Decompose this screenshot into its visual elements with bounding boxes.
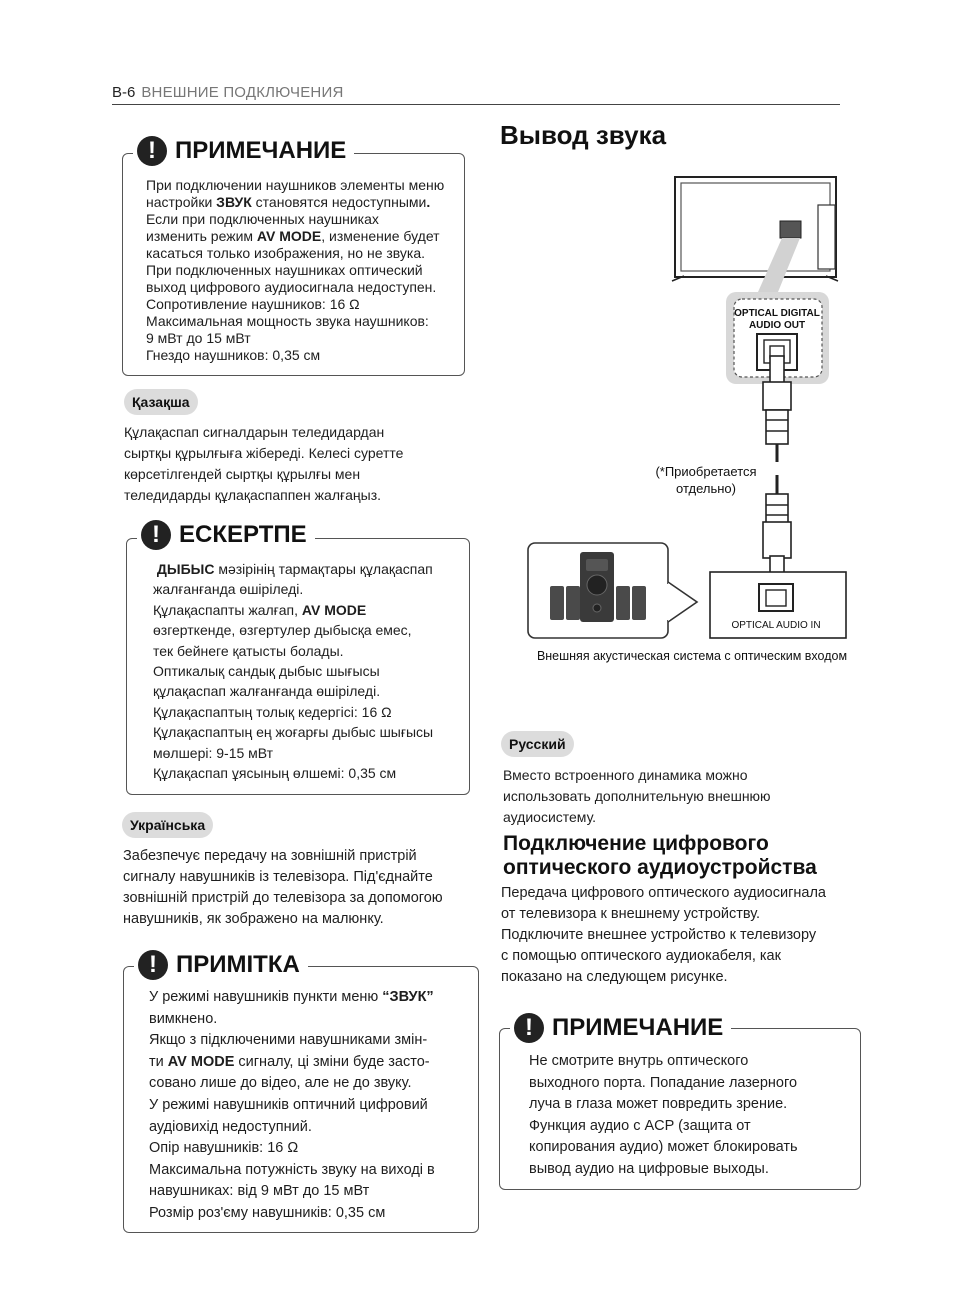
note-box-kz [126,538,470,795]
note-body [153,559,433,783]
speaker-system-illustration [528,543,697,638]
note-line: Якщо з підключеними навушниками змін- [149,1032,428,1049]
text-line: зовнішній пристрій до телевізора за допомогою [123,890,443,906]
note-box-ru-2 [499,1028,861,1190]
text-line: Забезпечує передачу на зовнішній пристрій [123,848,417,864]
note-line: Құлақаспаптың ең жоғарғы дыбыс шығысы [153,724,434,741]
text-line: сигналу навушників із телевізора. Під'єднайте [123,869,433,885]
note-line: Оптикалық сандық дыбыс шығысы [153,663,380,680]
header-rule [112,104,840,105]
note-title: ПРИМЕЧАНИЕ [552,1014,724,1041]
text-line: показано на следующем рисунке. [501,969,728,985]
text-line: теледидарды құлақаспаппен жалғаңыз. [124,487,381,503]
note-title: ЕСКЕРТПЕ [179,521,307,548]
note-heading-kz [137,515,315,555]
note-line: У режимі навушників пункти меню “ЗВУК” [149,989,434,1005]
lang-badge-ua: Українська [122,812,213,838]
note-line: настройки ЗВУК становятся недоступными. [146,194,431,210]
note-line: Розмір роз'єму навушників: 0,35 см [149,1204,386,1221]
note-line: Функция аудио с ACP (защита от [529,1117,751,1134]
note-line: ти AV MODE сигналу, ці зміни буде засто- [149,1053,430,1070]
note-title: ПРИМІТКА [176,951,300,978]
note-line: Сопротивление наушников: 16 Ω [146,296,360,312]
note-line: выходного порта. Попадание лазерного [529,1074,798,1091]
note-line: вывод аудио на цифровые выходы. [529,1160,769,1177]
page-number: B-6 [112,84,136,101]
kz-paragraph [124,422,403,506]
text-line: көрсетілгендей сыртқы құрылғы мен [124,466,361,482]
note-line: При подключенных наушниках оптический [146,262,423,278]
note-box-ru [122,153,465,376]
note-line: Если при подключенных наушниках [146,211,379,227]
text-line: использовать дополнительную внешнюю [503,788,771,804]
note-line: У режимі навушників оптичний цифровий [149,1096,428,1113]
page-title: Вывод звука [500,120,667,150]
body-paragraph [501,883,826,988]
text-line: с помощью оптического аудиокабеля, как [501,948,781,964]
lang-badge-ru: Русский [501,731,574,757]
note-line: Опір навушників: 16 Ω [149,1140,299,1157]
note-line: Құлақаспап ұясының өлшемі: 0,35 см [153,765,397,782]
note-line: изменить режим AV MODE, изменение будет [146,228,440,244]
tv-illustration [672,177,838,281]
note-line: Гнездо наушников: 0,35 см [146,347,321,363]
note-line: выход цифрового аудиосигнала недоступен. [146,279,437,295]
note-line: При подключении наушников элементы меню [146,177,445,193]
optical-cable-icon [763,356,791,586]
exclamation-icon: ! [138,950,168,980]
note-line: 9 мВт до 15 мВт [146,330,251,346]
text-line: Вместо встроенного динамика можно [503,767,748,783]
text-line: от телевизора к внешнему устройству. [501,906,761,922]
lang-badge-kz: Қазақша [124,389,198,415]
subheading-line2: оптического аудиоустройства [503,856,817,879]
cable-note-line2: отдельно) [676,481,736,496]
connection-diagram [520,170,870,670]
note-line: Максимальная мощность звука наушников: [146,313,429,329]
note-line: луча в глаза может повредить зрение. [529,1096,788,1113]
note-line: Құлақаспапты жалғап, AV MODE [153,601,367,618]
note-line: аудіовихід недоступний. [149,1118,312,1135]
optical-in-label: OPTICAL AUDIO IN [731,620,821,631]
note-line: вимкнено. [149,1010,218,1027]
section-title: ВНЕШНИЕ ПОДКЛЮЧЕНИЯ [141,84,344,101]
note-heading-ua [134,943,308,987]
note-line: өзгерткенде, өзгертулер дыбысқа емес, [153,622,412,639]
port-label-line2: AUDIO OUT [748,320,806,331]
page-header [112,84,343,101]
note-line: Құлақаспаптың толық кедергісі: 16 Ω [153,703,392,720]
note-line: Не смотрите внутрь оптического [529,1053,749,1069]
note-line: құлақаспап жалғанғанда өшіріледі. [153,683,381,700]
port-label-line1: OPTICAL DIGITAL [734,308,820,319]
note-line: совано лише до відео, але не до звуку. [149,1075,412,1092]
note-heading-ru [133,131,354,171]
cable-note-line1: (*Приобретается [655,464,757,479]
note-body [146,177,444,364]
note-line: ДЫБЫС мәзірінің тармақтары құлақаспап [156,561,433,577]
exclamation-icon: ! [514,1013,544,1043]
text-line: сыртқы құрылғыға жібереді. Келесі суретте [124,445,404,461]
note-line: мөлшері: 9-15 мВт [153,744,274,761]
note-body [529,1051,798,1181]
note-line: тек бейнеге қатысты болады. [153,642,344,659]
text-line: Подключите внешнее устройство к телевизору [501,927,817,943]
subheading-line1: Подключение цифрового [503,832,769,855]
section-subheading [503,832,817,880]
ru-paragraph [503,765,771,828]
exclamation-icon: ! [137,136,167,166]
text-line: навушників, як зображено на малюнку. [123,911,384,927]
exclamation-icon: ! [141,520,171,550]
diagram-caption: Внешняя акустическая система с оптическим входом [536,649,848,663]
text-line: Құлақаспап сигналдарын теледидардан [124,424,385,440]
text-line: Передача цифрового оптического аудиосигнала [501,885,826,901]
note-title: ПРИМЕЧАНИЕ [175,137,347,164]
note-heading-ru-2 [510,1006,731,1050]
note-line: навушниках: від 9 мВт до 15 мВт [149,1183,370,1200]
text-line: аудиосистему. [503,809,597,825]
note-line: касаться только изображения, но не звука. [146,245,426,261]
note-body [149,987,435,1225]
note-box-ua [123,966,479,1233]
ua-paragraph [123,846,443,930]
note-line: Максимальна потужність звуку на виході в [149,1161,435,1178]
note-line: жалғанғанда өшіріледі. [153,581,304,598]
note-line: копирования аудио) может блокировать [529,1139,798,1156]
